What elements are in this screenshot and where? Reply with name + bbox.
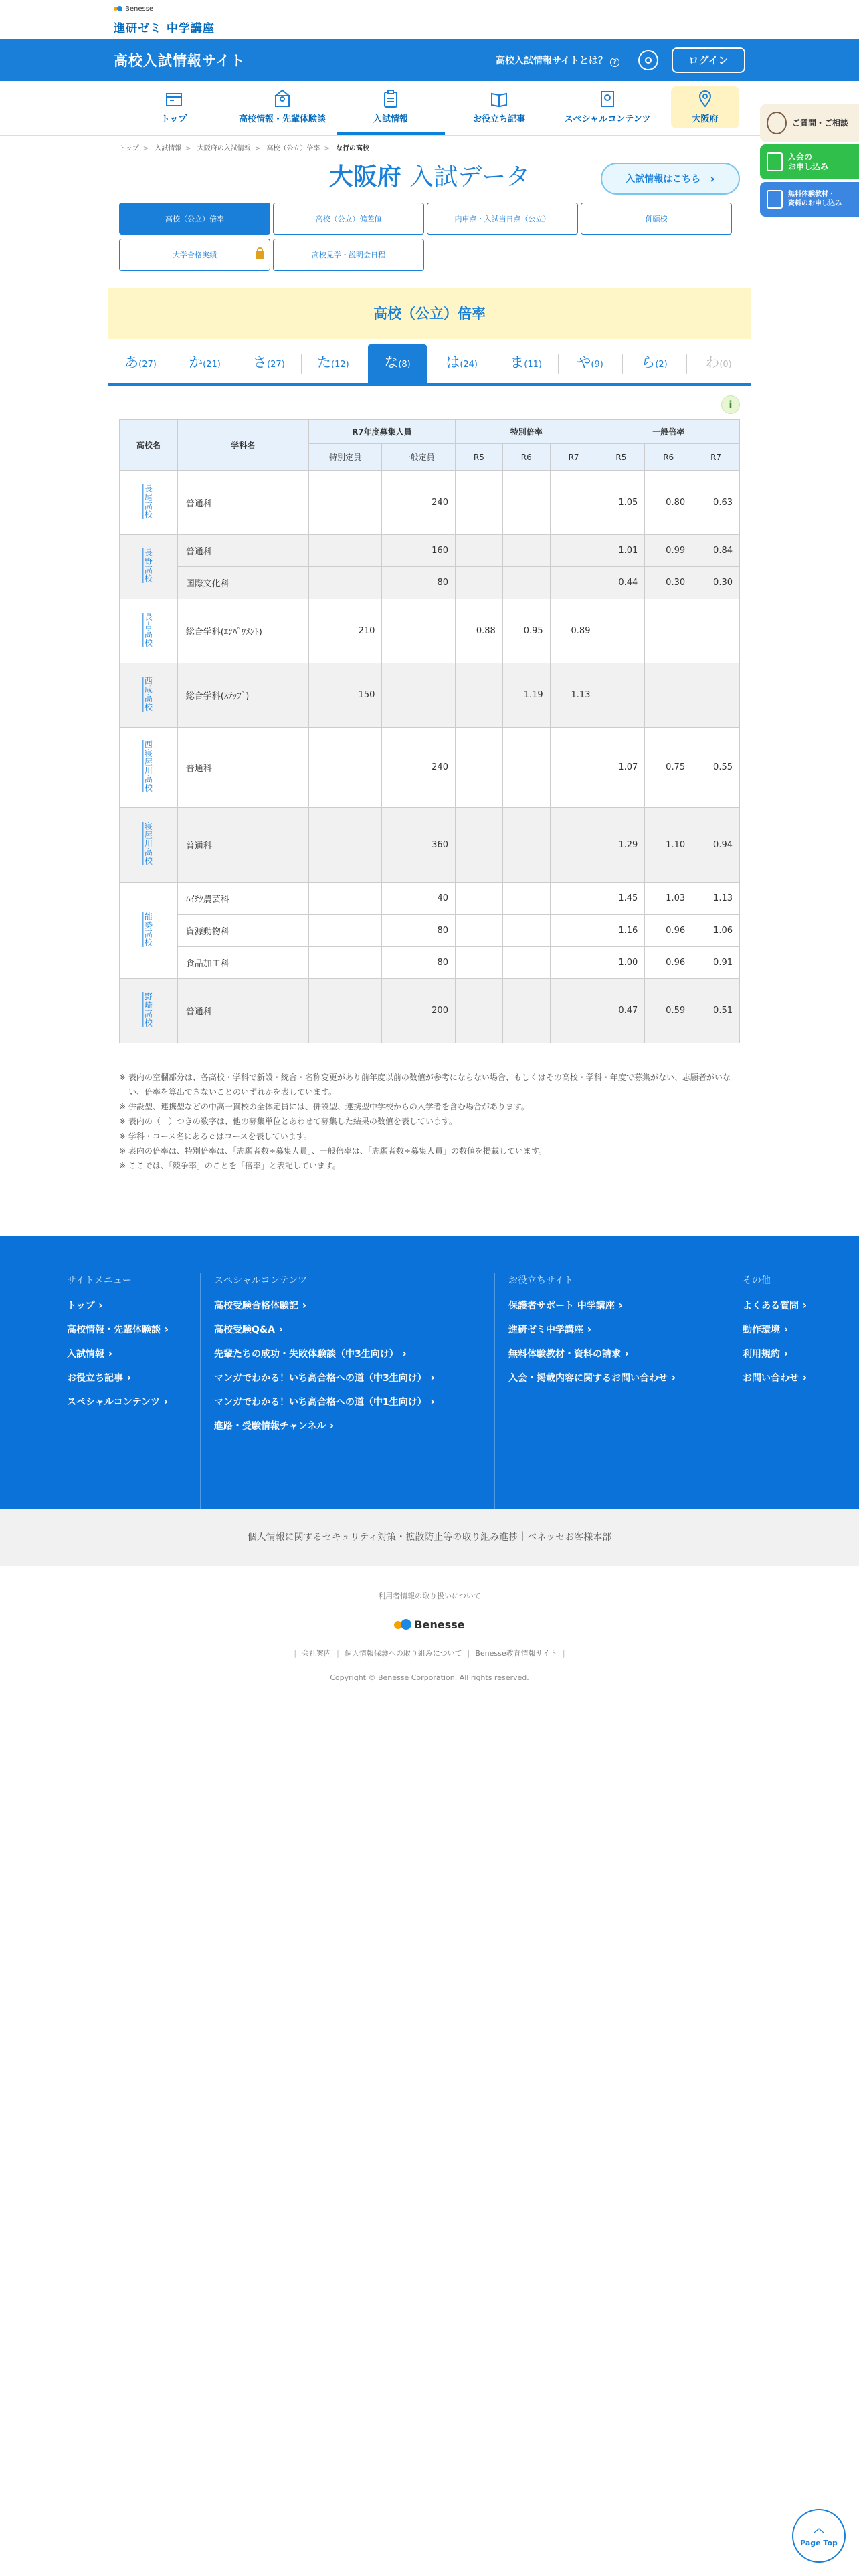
- gen-r6-cell: 0.96: [645, 947, 692, 979]
- table-row: [120, 728, 740, 808]
- benesse-logo[interactable]: [114, 3, 859, 15]
- col-dept: 学科名: [177, 420, 308, 471]
- kana-tab-a[interactable]: あ(27): [124, 354, 157, 370]
- cap-general-cell: [382, 599, 456, 663]
- kana-tabs: [108, 344, 751, 386]
- kana-tab-ma[interactable]: ま(11): [494, 344, 558, 383]
- section-title: 高校（公立）倍率: [108, 288, 751, 339]
- footer-link[interactable]: お役立ち記事 ›: [67, 1371, 187, 1384]
- footer-link[interactable]: マンガでわかる！いち高合格への道（中1生向け） ›: [214, 1395, 481, 1408]
- cap-general-cell: 80: [382, 567, 456, 599]
- kana-tab-na[interactable]: な(8): [368, 344, 427, 383]
- sp-r7-cell: 0.89: [550, 599, 597, 663]
- note-item: ※ ここでは、「競争率」のことを「倍率」と表記しています。: [119, 1161, 341, 1170]
- benesse-mark-icon: [394, 1617, 413, 1632]
- star-card-icon: [598, 89, 617, 109]
- gen-r6-cell: 0.75: [645, 728, 692, 808]
- nav-label: スペシャルコンテンツ: [564, 114, 651, 124]
- school-name-link[interactable]: 長野高校: [120, 535, 178, 599]
- dept-cell: 普通科: [177, 728, 308, 808]
- footer-link[interactable]: 先輩たちの成功・失敗体験談（中3生向け） ›: [214, 1347, 481, 1360]
- sp-r5-cell: [455, 883, 502, 915]
- book-icon: [490, 89, 508, 109]
- gen-r5-cell: 1.29: [597, 808, 645, 883]
- footer-link[interactable]: スペシャルコンテンツ ›: [67, 1395, 187, 1408]
- dept-cell: 資源動物科: [177, 915, 308, 947]
- benesse-footer-logo[interactable]: Benesse: [0, 1617, 859, 1632]
- footer-link[interactable]: 無料体験教材・資料の請求 ›: [508, 1347, 715, 1360]
- sp-r7-cell: 1.13: [550, 663, 597, 728]
- gen-r5-cell: 1.45: [597, 883, 645, 915]
- note-item: ※ 併設型、連携型などの中高一貫校の全体定員には、併設型、連携型中学校からの入学者を含む場合があります。: [119, 1102, 529, 1111]
- sp-r5-cell: [455, 535, 502, 567]
- footer-link[interactable]: 保護者サポート 中学講座 ›: [508, 1299, 715, 1312]
- user-info-link[interactable]: 利用者情報の取り扱いについて: [378, 1592, 481, 1600]
- breadcrumb-item[interactable]: トップ: [119, 145, 139, 152]
- cap-special-cell: [308, 915, 382, 947]
- footer-col-useful-sites: お役立ちサイト 保護者サポート 中学講座 › 進研ゼミ中学講座 › 無料体験教材・資料の請求 › 入会・掲載内容に関するお問い合わせ ›: [508, 1273, 729, 1509]
- school-name-link[interactable]: 長吉高校: [120, 599, 178, 663]
- sp-r7-cell: [550, 883, 597, 915]
- notes-list: [0, 1043, 859, 1173]
- table-row: [120, 947, 740, 979]
- col-sp-r7: R7: [550, 444, 597, 471]
- col-general-rate: 一般倍率: [597, 420, 740, 444]
- nav-label: トップ: [161, 114, 187, 124]
- counselor-icon: [767, 112, 787, 134]
- kana-tab-ta[interactable]: た(12): [301, 344, 365, 383]
- tab-open-campus[interactable]: 高校見学・説明会日程: [273, 239, 424, 271]
- table-row: [120, 663, 740, 728]
- cap-general-cell: 40: [382, 883, 456, 915]
- note-item: ※ 表内の（ ）つきの数字は、他の募集単位とあわせて募集した結果の数値を表しています。: [119, 1117, 457, 1126]
- breadcrumb-item[interactable]: 高校（公立）倍率: [266, 145, 320, 152]
- tab-internal-score[interactable]: 内申点・入試当日点（公立）: [427, 203, 578, 235]
- kana-tab-ha[interactable]: は(24): [446, 354, 478, 370]
- gen-r5-cell: 1.07: [597, 728, 645, 808]
- gen-r6-cell: [645, 599, 692, 663]
- footer-link[interactable]: よくある質問 ›: [743, 1299, 836, 1312]
- cap-special-cell: [308, 883, 382, 915]
- note-item: ※ 表内の倍率は、特別倍率は、「志願者数÷募集人員」、一般倍率は、「志願者数÷募集人員」の数値を掲載しています。: [119, 1146, 547, 1156]
- school-name-link[interactable]: 長尾高校: [120, 471, 178, 535]
- home-icon: [165, 89, 183, 109]
- page-title: 大阪府 入試データ: [328, 163, 531, 191]
- benesse-mark-icon: [114, 5, 123, 12]
- cap-special-cell: [308, 471, 382, 535]
- sp-r7-cell: [550, 979, 597, 1043]
- sp-r7-cell: [550, 535, 597, 567]
- breadcrumb-current: な行の高校: [336, 145, 370, 152]
- main-nav: [0, 81, 859, 136]
- table-row: [120, 808, 740, 883]
- nav-item-school-info[interactable]: [228, 81, 337, 135]
- lock-icon: [256, 251, 264, 259]
- map-pin-icon: [696, 89, 714, 109]
- gen-r7-cell: [692, 663, 740, 728]
- cap-general-cell: 160: [382, 535, 456, 567]
- gen-r5-cell: 1.00: [597, 947, 645, 979]
- sp-r6-cell: 1.19: [502, 663, 550, 728]
- sp-r7-cell: [550, 728, 597, 808]
- gen-r5-cell: [597, 599, 645, 663]
- site-footer: [0, 1236, 859, 1509]
- category-tabs: [0, 199, 859, 271]
- dept-cell: 普通科: [177, 471, 308, 535]
- gen-r6-cell: 0.99: [645, 535, 692, 567]
- dept-cell: 国際文化科: [177, 567, 308, 599]
- school-name-link[interactable]: 西成高校: [120, 663, 178, 728]
- gen-r5-cell: [597, 663, 645, 728]
- col-school: 高校名: [120, 420, 178, 471]
- corp-links: | 会社案内 | 個人情報保護への取り組みについて | Benesse教育情報サイト |: [294, 1649, 565, 1658]
- sp-r6-cell: [502, 567, 550, 599]
- tab-university-results[interactable]: 大学合格実績: [119, 239, 270, 271]
- gen-r6-cell: 1.10: [645, 808, 692, 883]
- table-row: [120, 535, 740, 567]
- cap-general-cell: 240: [382, 471, 456, 535]
- privacy-link[interactable]: 個人情報に関するセキュリティ対策・拡散防止等の取り組み進捗｜ベネッセお客様本部: [0, 1509, 859, 1566]
- sp-r5-cell: [455, 471, 502, 535]
- benesse-logo-text: Benesse: [125, 5, 154, 13]
- brand-area: [0, 0, 859, 39]
- footer-link[interactable]: 高校情報・先輩体験談 ›: [67, 1323, 187, 1336]
- nav-item-top[interactable]: [120, 81, 228, 135]
- footer-link[interactable]: 高校受験Q&A ›: [214, 1323, 481, 1336]
- sp-r5-cell: 0.88: [455, 599, 502, 663]
- corp-link[interactable]: 会社案内: [302, 1649, 332, 1658]
- gen-r6-cell: 0.80: [645, 471, 692, 535]
- sp-r6-cell: [502, 728, 550, 808]
- nav-label: 高校情報・先輩体験談: [238, 114, 326, 124]
- sp-r7-cell: [550, 808, 597, 883]
- dept-cell: 普通科: [177, 535, 308, 567]
- sp-r6-cell: [502, 808, 550, 883]
- table-row: [120, 567, 740, 599]
- note-item: ※ 表内の空欄部分は、各高校・学科で新設・統合・名称変更があり前年度以前の数値が参考にならない場合、もしくはその高校・学科・年度で募集がない、志願者がいない、倍率を算出できないことのいずれかを表しています。: [119, 1073, 731, 1097]
- breadcrumb: トップ > 入試情報 > 大阪府の入試情報 > 高校（公立）倍率 > な行の高校: [119, 145, 370, 152]
- site-title[interactable]: 高校入試情報サイト: [114, 52, 246, 69]
- footer-link[interactable]: 進研ゼミ中学講座 ›: [508, 1323, 715, 1336]
- gen-r7-cell: 0.30: [692, 567, 740, 599]
- trial-materials-button[interactable]: 無料体験教材・ 資料のお申し込み: [760, 182, 859, 217]
- footer-link[interactable]: 利用規約 ›: [743, 1347, 836, 1360]
- nav-label: お役立ち記事: [472, 114, 525, 124]
- nav-item-special[interactable]: [553, 81, 662, 135]
- sp-r7-cell: [550, 471, 597, 535]
- gen-r5-cell: 1.05: [597, 471, 645, 535]
- sp-r7-cell: [550, 947, 597, 979]
- footer-link[interactable]: 動作環境 ›: [743, 1323, 836, 1336]
- sp-r7-cell: [550, 915, 597, 947]
- bottom-area: [0, 1566, 859, 1682]
- school-icon: [273, 89, 292, 109]
- info-icon[interactable]: i: [721, 395, 740, 414]
- table-row: [120, 979, 740, 1043]
- footer-link[interactable]: トップ ›: [67, 1299, 187, 1312]
- dept-cell: 普通科: [177, 979, 308, 1043]
- sp-r6-cell: [502, 979, 550, 1043]
- login-button[interactable]: ログイン: [672, 47, 745, 73]
- gen-r6-cell: 0.30: [645, 567, 692, 599]
- dept-cell: ﾊｲﾃｸ農芸科: [177, 883, 308, 915]
- rate-table: [119, 419, 740, 1043]
- gen-r6-cell: 0.59: [645, 979, 692, 1043]
- sp-r5-cell: [455, 979, 502, 1043]
- sp-r6-cell: [502, 535, 550, 567]
- cap-special-cell: [308, 808, 382, 883]
- sp-r5-cell: [455, 808, 502, 883]
- dept-cell: 総合学科(ｴﾝﾊﾟﾜﾒﾝﾄ): [177, 599, 308, 663]
- gen-r7-cell: 1.06: [692, 915, 740, 947]
- breadcrumb-item[interactable]: 大阪府の入試情報: [197, 145, 251, 152]
- gen-r5-cell: 0.47: [597, 979, 645, 1043]
- gen-r5-cell: 1.01: [597, 535, 645, 567]
- breadcrumb-item[interactable]: 入試情報: [155, 145, 182, 152]
- sp-r5-cell: [455, 915, 502, 947]
- dept-cell: 総合学科(ｽﾃｯﾌﾟ): [177, 663, 308, 728]
- gen-r7-cell: 0.63: [692, 471, 740, 535]
- col-sp-r5: R5: [455, 444, 502, 471]
- sp-r6-cell: [502, 915, 550, 947]
- kana-tab-ya[interactable]: や(9): [558, 344, 622, 383]
- cap-general-cell: 200: [382, 979, 456, 1043]
- cap-general-cell: 240: [382, 728, 456, 808]
- corp-link[interactable]: 個人情報保護への取り組みについて: [344, 1649, 462, 1658]
- question-icon: ?: [610, 58, 619, 67]
- footer-link[interactable]: マンガでわかる！いち高合格への道（中3生向け） ›: [214, 1371, 481, 1384]
- tab-public-deviation[interactable]: 高校（公立）偏差値: [273, 203, 424, 235]
- kana-tab-sa[interactable]: さ(27): [237, 344, 301, 383]
- gen-r7-cell: 1.13: [692, 883, 740, 915]
- tab-public-rate[interactable]: 高校（公立）倍率: [119, 203, 270, 235]
- col-gen-r7: R7: [692, 444, 740, 471]
- sp-r5-cell: [455, 947, 502, 979]
- note-item: ※ 学科・コース名にあるｃはコースを表しています。: [119, 1132, 312, 1141]
- table-row: [120, 915, 740, 947]
- gen-r7-cell: 0.94: [692, 808, 740, 883]
- entrance-info-button[interactable]: 入試情報はこちら ›: [601, 163, 740, 195]
- page-top-button[interactable]: ︿ Page Top: [792, 2509, 846, 2563]
- cap-special-cell: [308, 567, 382, 599]
- cap-general-cell: 80: [382, 947, 456, 979]
- sp-r6-cell: [502, 883, 550, 915]
- kana-tab-ka[interactable]: か(21): [173, 344, 237, 383]
- col-capacity: R7年度募集人員: [308, 420, 455, 444]
- user-icon[interactable]: [638, 50, 658, 70]
- col-gen-r5: R5: [597, 444, 645, 471]
- gen-r7-cell: 0.55: [692, 728, 740, 808]
- school-name-link[interactable]: 野崎高校: [120, 979, 178, 1043]
- cap-general-cell: 360: [382, 808, 456, 883]
- clipboard-icon: [381, 89, 400, 109]
- col-cap-general: 一般定員: [382, 444, 456, 471]
- col-gen-r6: R6: [645, 444, 692, 471]
- school-name-link[interactable]: 能勢高校: [120, 883, 178, 979]
- zemi-logo[interactable]: 進研ゼミ 中学講座: [114, 22, 215, 35]
- cap-special-cell: 210: [308, 599, 382, 663]
- site-header: [0, 39, 859, 81]
- tab-combined-school[interactable]: 併願校: [581, 203, 732, 235]
- sp-r6-cell: [502, 471, 550, 535]
- dept-cell: 食品加工科: [177, 947, 308, 979]
- table-row: [120, 599, 740, 663]
- arrow-up-icon: ︿: [813, 2522, 824, 2535]
- footer-col-special: スペシャルコンテンツ 高校受験合格体験記 › 高校受験Q&A › 先輩たちの成功・失敗体験談（中3生向け） › マンガでわかる！いち高合格への道（中3生向け） › マンガでわかる！いち高合格への道（中1生向け） › 進路・受験情報チャンネル ›: [214, 1273, 495, 1509]
- cap-special-cell: [308, 728, 382, 808]
- footer-link[interactable]: 入試情報 ›: [67, 1347, 187, 1360]
- gen-r5-cell: 1.16: [597, 915, 645, 947]
- footer-link[interactable]: 進路・受験情報チャンネル ›: [214, 1419, 481, 1432]
- gen-r6-cell: 1.03: [645, 883, 692, 915]
- nav-item-exam-info[interactable]: [337, 81, 445, 135]
- gen-r6-cell: 0.96: [645, 915, 692, 947]
- gen-r6-cell: [645, 663, 692, 728]
- nav-label: 入試情報: [373, 114, 408, 124]
- col-sp-r6: R6: [502, 444, 550, 471]
- kana-tab-ra[interactable]: ら(2): [622, 344, 686, 383]
- cap-special-cell: [308, 535, 382, 567]
- sp-r5-cell: [455, 728, 502, 808]
- table-row: [120, 883, 740, 915]
- gen-r7-cell: 0.51: [692, 979, 740, 1043]
- nav-label: 大阪府: [692, 114, 719, 124]
- sp-r6-cell: 0.95: [502, 599, 550, 663]
- cap-special-cell: [308, 979, 382, 1043]
- sp-r5-cell: [455, 567, 502, 599]
- gen-r5-cell: 0.44: [597, 567, 645, 599]
- contact-button[interactable]: ご質問・ご相談: [760, 104, 859, 142]
- table-row: [120, 471, 740, 535]
- about-site-link[interactable]: 高校入試情報サイトとは？ ?: [496, 53, 619, 67]
- gen-r7-cell: 0.91: [692, 947, 740, 979]
- footer-col-other: その他 よくある質問 › 動作環境 › 利用規約 › お問い合わせ ›: [743, 1273, 850, 1509]
- footer-col-site-menu: サイトメニュー トップ › 高校情報・先輩体験談 › 入試情報 › お役立ち記事 › スペシャルコンテンツ ›: [67, 1273, 201, 1509]
- col-special-rate: 特別倍率: [455, 420, 597, 444]
- copyright: Copyright © Benesse Corporation. All rights reserved.: [330, 1673, 529, 1682]
- sp-r6-cell: [502, 947, 550, 979]
- footer-link[interactable]: お問い合わせ ›: [743, 1371, 836, 1384]
- sp-r5-cell: [455, 663, 502, 728]
- footer-link[interactable]: 高校受験合格体験記 ›: [214, 1299, 481, 1312]
- dept-cell: 普通科: [177, 808, 308, 883]
- col-cap-special: 特別定員: [308, 444, 382, 471]
- nav-item-articles[interactable]: [445, 81, 553, 135]
- corp-link[interactable]: Benesse教育情報サイト: [475, 1649, 557, 1658]
- join-button[interactable]: 入会の お申し込み: [760, 144, 859, 179]
- school-name-link[interactable]: 寝屋川高校: [120, 808, 178, 883]
- gen-r7-cell: 0.84: [692, 535, 740, 567]
- cap-general-cell: 80: [382, 915, 456, 947]
- sp-r7-cell: [550, 567, 597, 599]
- cap-special-cell: [308, 947, 382, 979]
- school-name-link[interactable]: 西寝屋川高校: [120, 728, 178, 808]
- kana-tab-wa: わ(0): [686, 344, 751, 383]
- nav-item-region[interactable]: [671, 86, 739, 128]
- footer-link[interactable]: 入会・掲載内容に関するお問い合わせ ›: [508, 1371, 715, 1384]
- gen-r7-cell: [692, 599, 740, 663]
- cap-general-cell: [382, 663, 456, 728]
- chevron-right-icon: ›: [710, 171, 715, 186]
- cap-special-cell: 150: [308, 663, 382, 728]
